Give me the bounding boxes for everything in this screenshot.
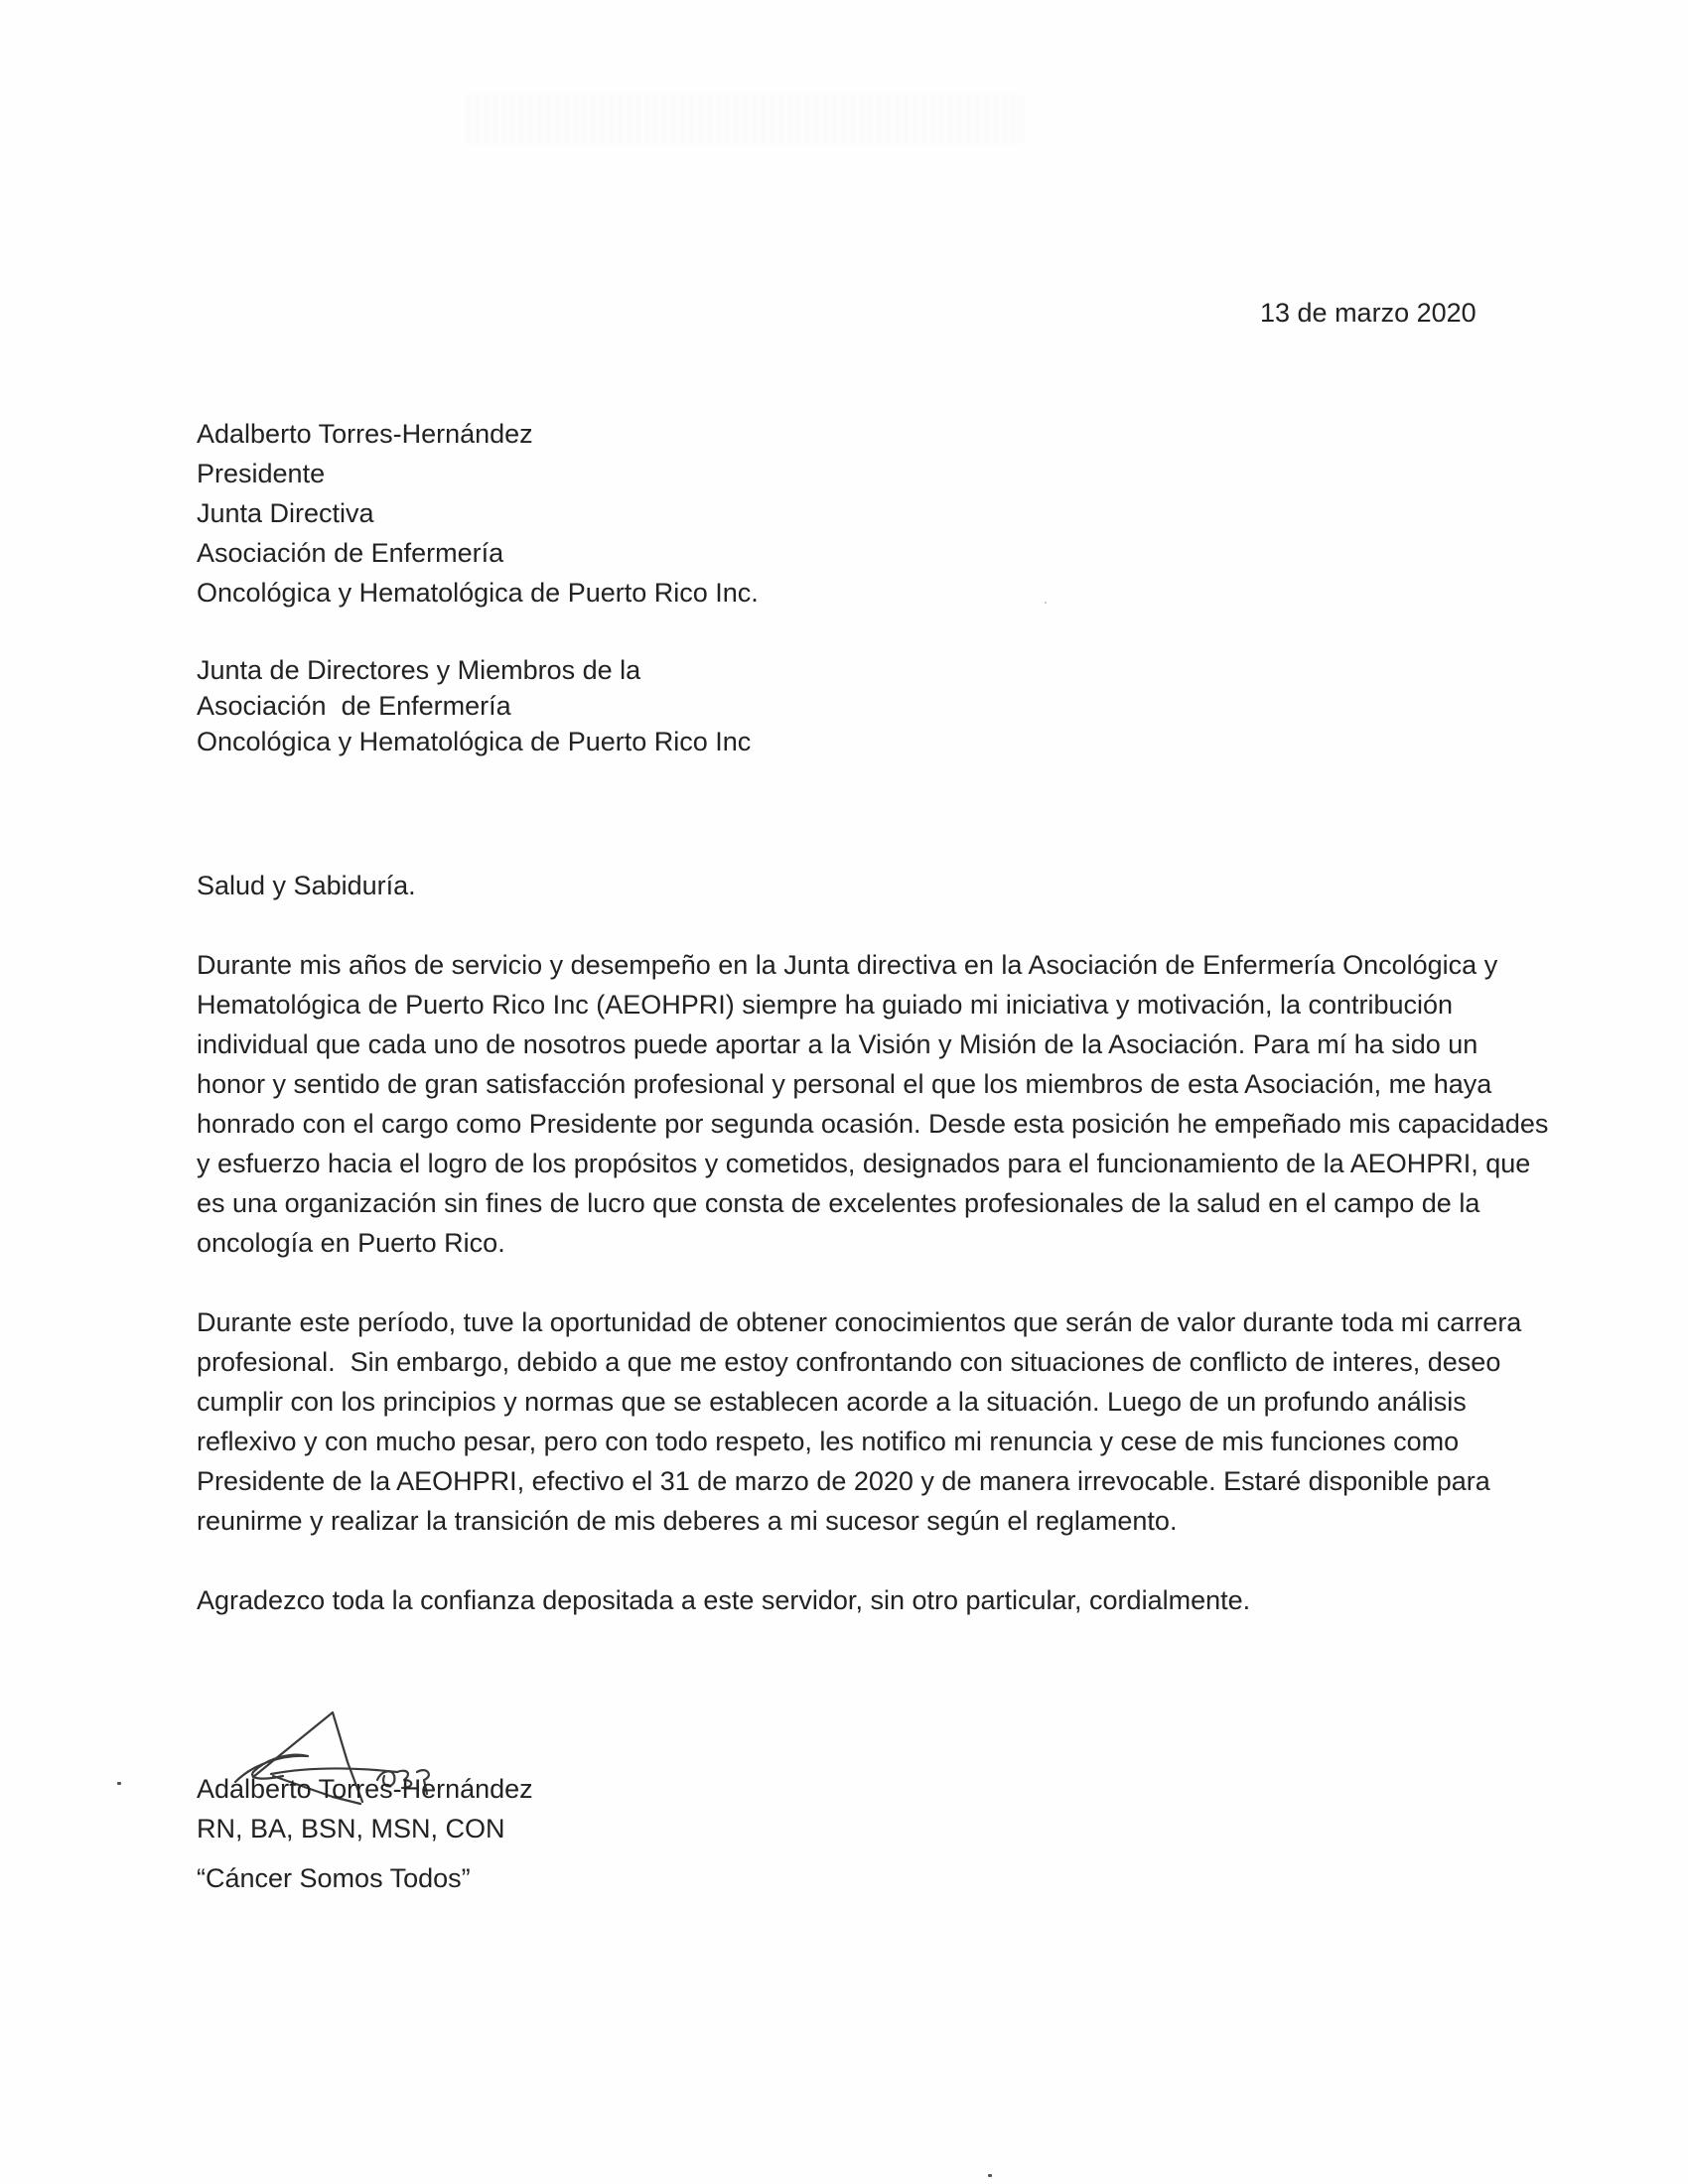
paragraph-line: honrado con el cargo como Presidente por segunda ocasión. Desde esta posición he empeñado mis capacidades bbox=[197, 1109, 1549, 1139]
secondary-recipient-block bbox=[197, 652, 751, 759]
paragraph-line: y esfuerzo hacia el logro de los propósitos y cometidos, designados para el funcionamiento de la AEOHPRI, que bbox=[197, 1149, 1531, 1178]
body-paragraph-2 bbox=[197, 1302, 1521, 1541]
paragraph-line: Durante mis años de servicio y desempeño en la Junta directiva en la Asociación de Enfermería Oncológica y bbox=[197, 950, 1498, 980]
recipient-line: Asociación de Enfermería bbox=[197, 538, 504, 568]
scan-bleed-through bbox=[467, 94, 1023, 144]
paragraph-line: reflexivo y con mucho pesar, pero con todo respeto, les notifico mi renuncia y cese de mis funciones como bbox=[197, 1427, 1460, 1456]
signer-credentials: RN, BA, BSN, MSN, CON bbox=[197, 1814, 505, 1843]
recipient-line: Oncológica y Hematológica de Puerto Rico Inc. bbox=[197, 578, 759, 608]
paragraph-line: individual que cada uno de nosotros puede aportar a la Visión y Misión de la Asociación. Para mí ha sido un bbox=[197, 1029, 1478, 1059]
letter-date: 13 de marzo 2020 bbox=[1260, 298, 1477, 328]
closing-line: Agradezco toda la confianza depositada a este servidor, sin otro particular, cordialmente. bbox=[197, 1585, 1251, 1615]
recipient-block bbox=[197, 414, 759, 613]
recipient-line: Presidente bbox=[197, 459, 326, 488]
scan-speck bbox=[988, 2174, 992, 2177]
paragraph-line: reunirme y realizar la transición de mis deberes a mi sucesor según el reglamento. bbox=[197, 1506, 1178, 1536]
paragraph-line: Presidente de la AEOHPRI, efectivo el 31 de marzo de 2020 y de manera irrevocable. Estaré disponible para bbox=[197, 1466, 1490, 1496]
recipient-line: Oncológica y Hematológica de Puerto Rico Inc bbox=[197, 727, 752, 756]
recipient-line: Adalberto Torres-Hernández bbox=[197, 419, 533, 449]
paragraph-line: Durante este período, tuve la oportunidad de obtener conocimientos que serán de valor durante toda mi carrera bbox=[197, 1307, 1522, 1337]
recipient-line: Junta de Directores y Miembros de la bbox=[197, 655, 641, 685]
paragraph-line: cumplir con los principios y normas que se establecen acorde a la situación. Luego de un profundo análisis bbox=[197, 1387, 1467, 1417]
salutation: Salud y Sabiduría. bbox=[197, 871, 416, 900]
motto: “Cáncer Somos Todos” bbox=[197, 1863, 471, 1893]
scan-speck bbox=[1045, 602, 1047, 604]
signer-name: Adalberto Torres-Hernández bbox=[197, 1774, 533, 1804]
paragraph-line: Hematológica de Puerto Rico Inc (AEOHPRI) siempre ha guiado mi iniciativa y motivación, la contribución bbox=[197, 990, 1454, 1020]
paragraph-line: profesional. Sin embargo, debido a que me estoy confrontando con situaciones de conflicto de interes, deseo bbox=[197, 1347, 1501, 1377]
recipient-line: Asociación de Enfermería bbox=[197, 691, 511, 721]
recipient-line: Junta Directiva bbox=[197, 498, 374, 528]
scan-speck bbox=[117, 1782, 121, 1785]
paragraph-line: oncología en Puerto Rico. bbox=[197, 1228, 505, 1258]
body-paragraph-1 bbox=[197, 945, 1548, 1263]
paragraph-line: honor y sentido de gran satisfacción profesional y personal el que los miembros de esta Asociación, me haya bbox=[197, 1069, 1492, 1099]
paragraph-line: es una organización sin fines de lucro que consta de excelentes profesionales de la salud en el campo de la bbox=[197, 1188, 1480, 1218]
signer-block bbox=[197, 1769, 533, 1848]
